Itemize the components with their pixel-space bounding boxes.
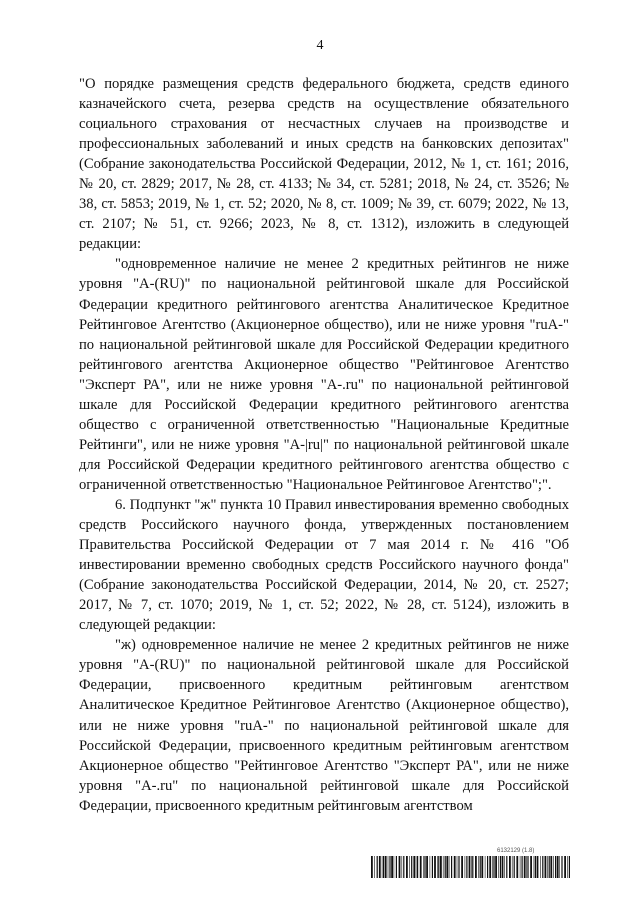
barcode-icon [371,856,571,878]
document-code: 6132129 (1.8) [497,848,535,854]
paragraph-quoted-subitem-zh: "ж) одновременное наличие не менее 2 кредитных рейтингов не ниже уровня "A-(RU)" по национальной рейтинговой шкале для Российской Федерации, присвоенного кредитным рейтинговым агентством Аналитическое Кредитное Рейтинговое Агентство (Акционерное общество), или не ниже уровня "ruA-" по национальной рейтинговой шкале для Российской Федерации, присвоенного кредитным рейтинговым агентством Акционерное общество "Рейтинговое Агентство "Эксперт РА", или не ниже уровня "А-.ru" по национальной рейтинговой шкале для Российской Федерации, присвоенного кредитным рейтинговым агентством [79,637,569,814]
paragraph-decree-title: "О порядке размещения средств федерального бюджета, средств единого казначейского счета, резерва средств на осуществление обязательного социального страхования от несчастных случаев на производстве и профессиональных заболеваний и иных средств на банковских депозитах" (Собрание законодательства Российской Федерации, 2012, № 1, ст. 161; 2016, № 20, ст. 2829; 2017, № 28, ст. 4133; № 34, ст. 5281; 2018, № 24, ст. 3526; № 38, ст. 5853; 2019, № 1, ст. 52; 2020, № 8, ст. 1009; № 39, ст. 6079; 2022, № 13, ст. 2107; № 51, ст. 9266; 2023, № 8, ст. 1312), изложить в следующей редакции: [79,76,569,253]
page-number: 4 [316,38,324,53]
document-body [79,74,569,816]
paragraph-item-6: 6. Подпункт "ж" пункта 10 Правил инвестирования временно свободных средств Российского научного фонда, утвержденных постановлением Правительства Российской Федерации от 7 мая 2014 г. № 416 "Об инвестировании временно свободных средств Российского научного фонда" (Собрание законодательства Российской Федерации, 2014, № 20, ст. 2527; 2017, № 7, ст. 1070; 2019, № 1, ст. 52; 2022, № 28, ст. 5124), изложить в следующей редакции: [79,496,569,634]
paragraph-quoted-rating-text: "одновременное наличие не менее 2 кредитных рейтингов не ниже уровня "A-(RU)" по национальной рейтинговой шкале для Российской Федерации кредитного рейтингового агентства Аналитическое Кредитное Рейтинговое Агентство (Акционерное общество), или не ниже уровня "ruA-" по национальной рейтинговой шкале для Российской Федерации кредитного рейтингового агентства Акционерное общество "Рейтинговое Агентство "Эксперт РА", или не ниже уровня "А-.ru" по национальной рейтинговой шкале для Российской Федерации кредитного рейтингового агентства общество с ограниченной ответственностью "Национальные Кредитные Рейтинги", или не ниже уровня "A-|ru|" по национальной рейтинговой шкале для Российской Федерации кредитного рейтингового агентства общество с ограниченной ответственностью "Национальное Рейтинговое Агентство";". [79,256,569,493]
